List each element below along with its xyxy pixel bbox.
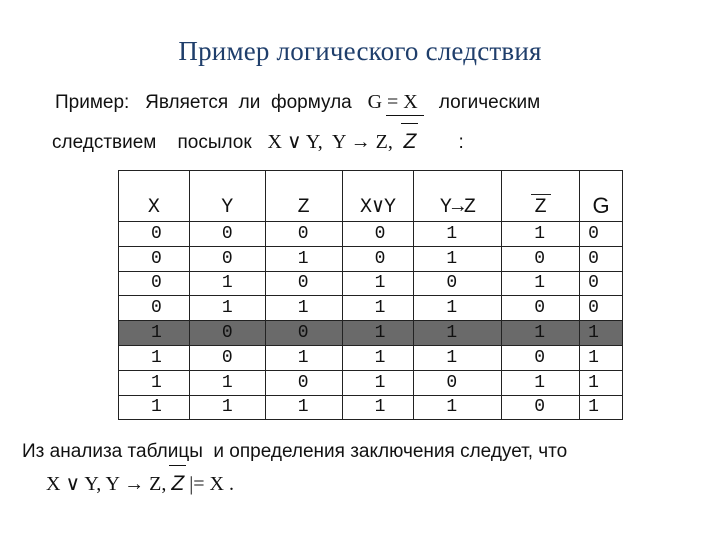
- table-cell: 1: [265, 296, 342, 321]
- table-cell: 1: [189, 370, 265, 395]
- header-y-implies-z: Y→Z: [414, 171, 502, 222]
- table-cell: 1: [414, 222, 502, 247]
- header-not-z: [502, 171, 580, 222]
- table-cell: 0: [414, 271, 502, 296]
- conclusion-line-1: Из анализа таблицы и определения заключения следует, что: [22, 441, 568, 462]
- table-cell: 1: [502, 222, 580, 247]
- intro-zbar: Z: [403, 130, 417, 153]
- table-cell: 0: [580, 246, 623, 271]
- table-cell: 1: [580, 370, 623, 395]
- table-cell: 0: [502, 345, 580, 370]
- table-cell: 1: [502, 321, 580, 346]
- table-row: [119, 370, 623, 395]
- header-x: X: [119, 171, 190, 222]
- header-g: G: [580, 171, 623, 222]
- table-cell: 0: [189, 321, 265, 346]
- intro-question: Является ли формула: [145, 92, 352, 113]
- table-cell: 1: [414, 296, 502, 321]
- table-cell: 0: [265, 370, 342, 395]
- table-cell: 0: [414, 370, 502, 395]
- table-cell: 1: [119, 345, 190, 370]
- header-not-z-label: Z: [534, 196, 547, 219]
- table-row: [119, 345, 623, 370]
- table-cell: 1: [265, 345, 342, 370]
- table-cell: 1: [414, 395, 502, 420]
- table-cell: 1: [342, 345, 414, 370]
- table-cell: 0: [502, 395, 580, 420]
- table-cell: 1: [342, 370, 414, 395]
- table-cell: 0: [580, 222, 623, 247]
- table-cell: 1: [342, 395, 414, 420]
- table-cell: 0: [189, 246, 265, 271]
- table-cell: 0: [502, 246, 580, 271]
- intro-label: Пример:: [55, 92, 130, 113]
- conclusion-line-2: [46, 470, 234, 496]
- table-cell: 0: [580, 296, 623, 321]
- table-cell: 1: [119, 321, 190, 346]
- table-cell: 1: [342, 296, 414, 321]
- table-row: [119, 222, 623, 247]
- table-header-row: [119, 171, 623, 222]
- table-row: [119, 271, 623, 296]
- table-cell: 0: [265, 271, 342, 296]
- table-cell: 0: [342, 246, 414, 271]
- table-cell: 1: [189, 271, 265, 296]
- table-cell: 1: [342, 271, 414, 296]
- conclusion-entails: |= X .: [189, 473, 234, 495]
- header-x-or-y: X∨Y: [342, 171, 414, 222]
- intro-premises: X ∨ Y, Y → Z,: [267, 131, 393, 153]
- table-cell: 0: [189, 345, 265, 370]
- table-cell: 0: [119, 296, 190, 321]
- table-body: [119, 222, 623, 420]
- slide-title: Пример логического следствия: [178, 36, 542, 66]
- table-cell: 1: [414, 246, 502, 271]
- table-cell: 1: [265, 246, 342, 271]
- table-cell: 1: [189, 395, 265, 420]
- header-y: Y: [189, 171, 265, 222]
- header-z: Z: [265, 171, 342, 222]
- intro-line-2: [52, 128, 464, 154]
- table-cell: 0: [502, 296, 580, 321]
- table-cell: 1: [119, 395, 190, 420]
- intro-line-1: [55, 91, 540, 114]
- table-cell: 0: [580, 271, 623, 296]
- table-cell: 0: [265, 222, 342, 247]
- table-cell: 1: [502, 370, 580, 395]
- table-row: [119, 296, 623, 321]
- table-cell: 1: [119, 370, 190, 395]
- table-cell: 0: [119, 222, 190, 247]
- intro-tail: логическим: [438, 92, 541, 113]
- conclusion-premises: X ∨ Y, Y → Z,: [46, 473, 167, 495]
- conclusion-zbar: Z: [171, 472, 185, 495]
- table-cell: 1: [189, 296, 265, 321]
- table-cell: 0: [265, 321, 342, 346]
- table-cell: 1: [414, 321, 502, 346]
- table-cell: 0: [119, 246, 190, 271]
- table-cell: 1: [342, 321, 414, 346]
- table-cell: 1: [580, 321, 623, 346]
- table-row: [119, 395, 623, 420]
- table-cell: 0: [119, 271, 190, 296]
- table-row: [119, 321, 623, 346]
- intro-formula: G = X: [367, 91, 418, 113]
- table-cell: 1: [502, 271, 580, 296]
- intro-line2-text: следствием посылок: [52, 132, 252, 153]
- table-cell: 1: [414, 345, 502, 370]
- intro-colon: :: [458, 132, 464, 153]
- table-row: [119, 246, 623, 271]
- table-cell: 0: [189, 222, 265, 247]
- table-cell: 1: [580, 395, 623, 420]
- table-cell: 0: [342, 222, 414, 247]
- table-cell: 1: [580, 345, 623, 370]
- truth-table: [118, 170, 623, 420]
- table-cell: 1: [265, 395, 342, 420]
